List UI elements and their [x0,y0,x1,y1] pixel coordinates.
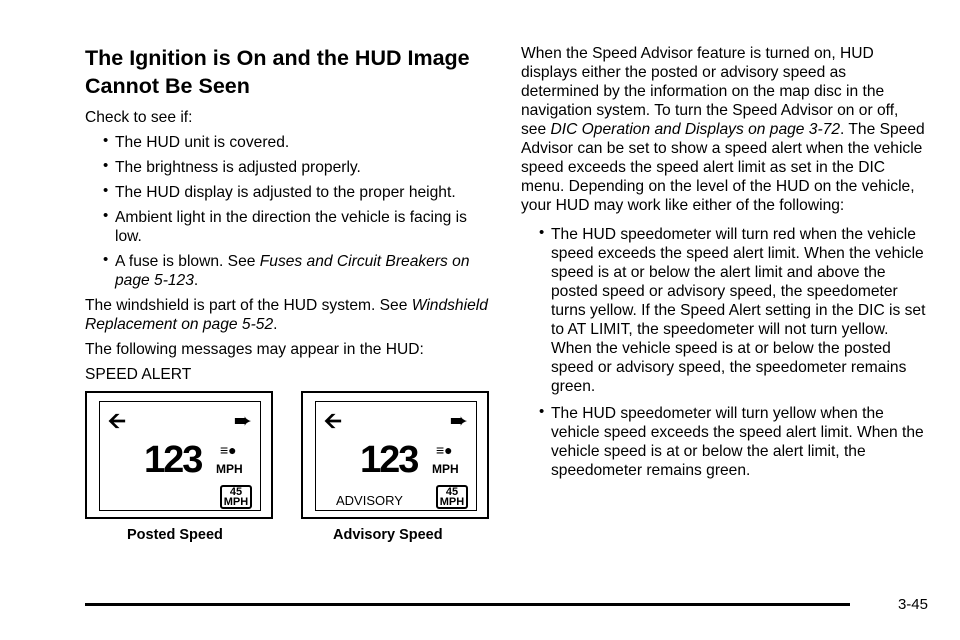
advisory-label: ADVISORY [336,493,403,508]
speed-advisor-paragraph [521,44,926,215]
dic-reference: DIC Operation and Displays on page 3-72 [550,121,841,138]
limit-unit: MPH [439,496,465,508]
section-title: The Ignition is On and the HUD Image Cannot Be Seen [85,46,470,98]
arrow-left-icon: 🡨 [324,408,342,433]
behavior-item: • The HUD speedometer will turn yellow when the vehicle speed exceeds the speed alert limit. When the vehicle speed is at or below the alert limit, the speedometer remains green. [521,404,926,480]
limit-value: 45 [445,486,459,498]
hud-display [99,401,261,511]
advisory-speed-figure [301,391,489,519]
windshield-reference: Windshield Replacement on page 5-52 [85,297,488,333]
hud-behavior-list [521,225,926,480]
speed-limit-sign [436,485,468,509]
hud-display [315,401,477,511]
mph-label: MPH [432,462,459,476]
intro-text: Check to see if: [85,109,193,126]
left-column [85,44,495,390]
headlamp-icon: ≡● [436,442,453,458]
mph-label: MPH [216,462,243,476]
windshield-text-body: The windshield is part of the HUD system. See [85,297,412,314]
limit-value: 45 [229,486,243,498]
posted-speed-caption: Posted Speed [127,527,223,543]
behavior-item: • The HUD speedometer will turn red when the vehicle speed exceeds the speed alert limit. When the vehicle speed is at or below the alert limit and above the posted speed or advisory speed, the speedometer turns yellow. If the Speed Alert setting in the DIC is set to AT LIMIT, the speedometer will not turn yellow. When the vehicle speed is at or below the posted speed or advisory speed, the speedometer remains green. [521,225,926,396]
para-text-a: When the Speed Advisor feature is turned on, HUD displays either the posted or advisory speed as determined by the information on the map disc in the navigation system. To turn the Speed Advisor on or off, see [521,45,899,138]
speed-limit-sign [220,485,252,509]
headlamp-icon: ≡● [220,442,237,458]
speed-readout: 123 [360,439,418,481]
para-text-b: . The Speed Advisor can be set to show a speed alert when the vehicle speed exceeds the speed alert limit as set in the DIC menu. Depending on the level of the HUD on the vehicle, your HUD may work like either of the following: [521,121,925,214]
check-item: • The HUD unit is covered. [85,133,495,152]
arrow-left-icon: 🡨 [108,408,126,433]
arrow-right-icon: ➨ [449,408,468,433]
footer-rule [85,603,850,606]
check-item: • The brightness is adjusted properly. [85,158,495,177]
limit-unit: MPH [223,496,249,508]
check-item: • Ambient light in the direction the vehicle is facing is low. [85,208,495,246]
speed-readout: 123 [144,439,202,481]
advisory-speed-caption: Advisory Speed [333,527,443,543]
speed-alert-label: SPEED ALERT [85,366,192,383]
check-item-fuse: • A fuse is blown. See Fuses and Circuit Breakers on page 5-123. [85,252,495,290]
windshield-text: The windshield is part of the HUD system. See Windshield Replacement on page 5-52. [85,297,488,333]
arrow-right-icon: ➨ [233,408,252,433]
page-number: 3-45 [897,596,928,613]
check-item: • The HUD display is adjusted to the proper height. [85,183,495,202]
right-column [521,44,926,488]
fuse-reference: Fuses and Circuit Breakers on page 5-123 [115,253,470,289]
messages-intro: The following messages may appear in the HUD: [85,341,424,358]
check-list [85,133,495,290]
fuse-text: A fuse is blown. See [115,253,260,270]
posted-speed-figure [85,391,273,519]
